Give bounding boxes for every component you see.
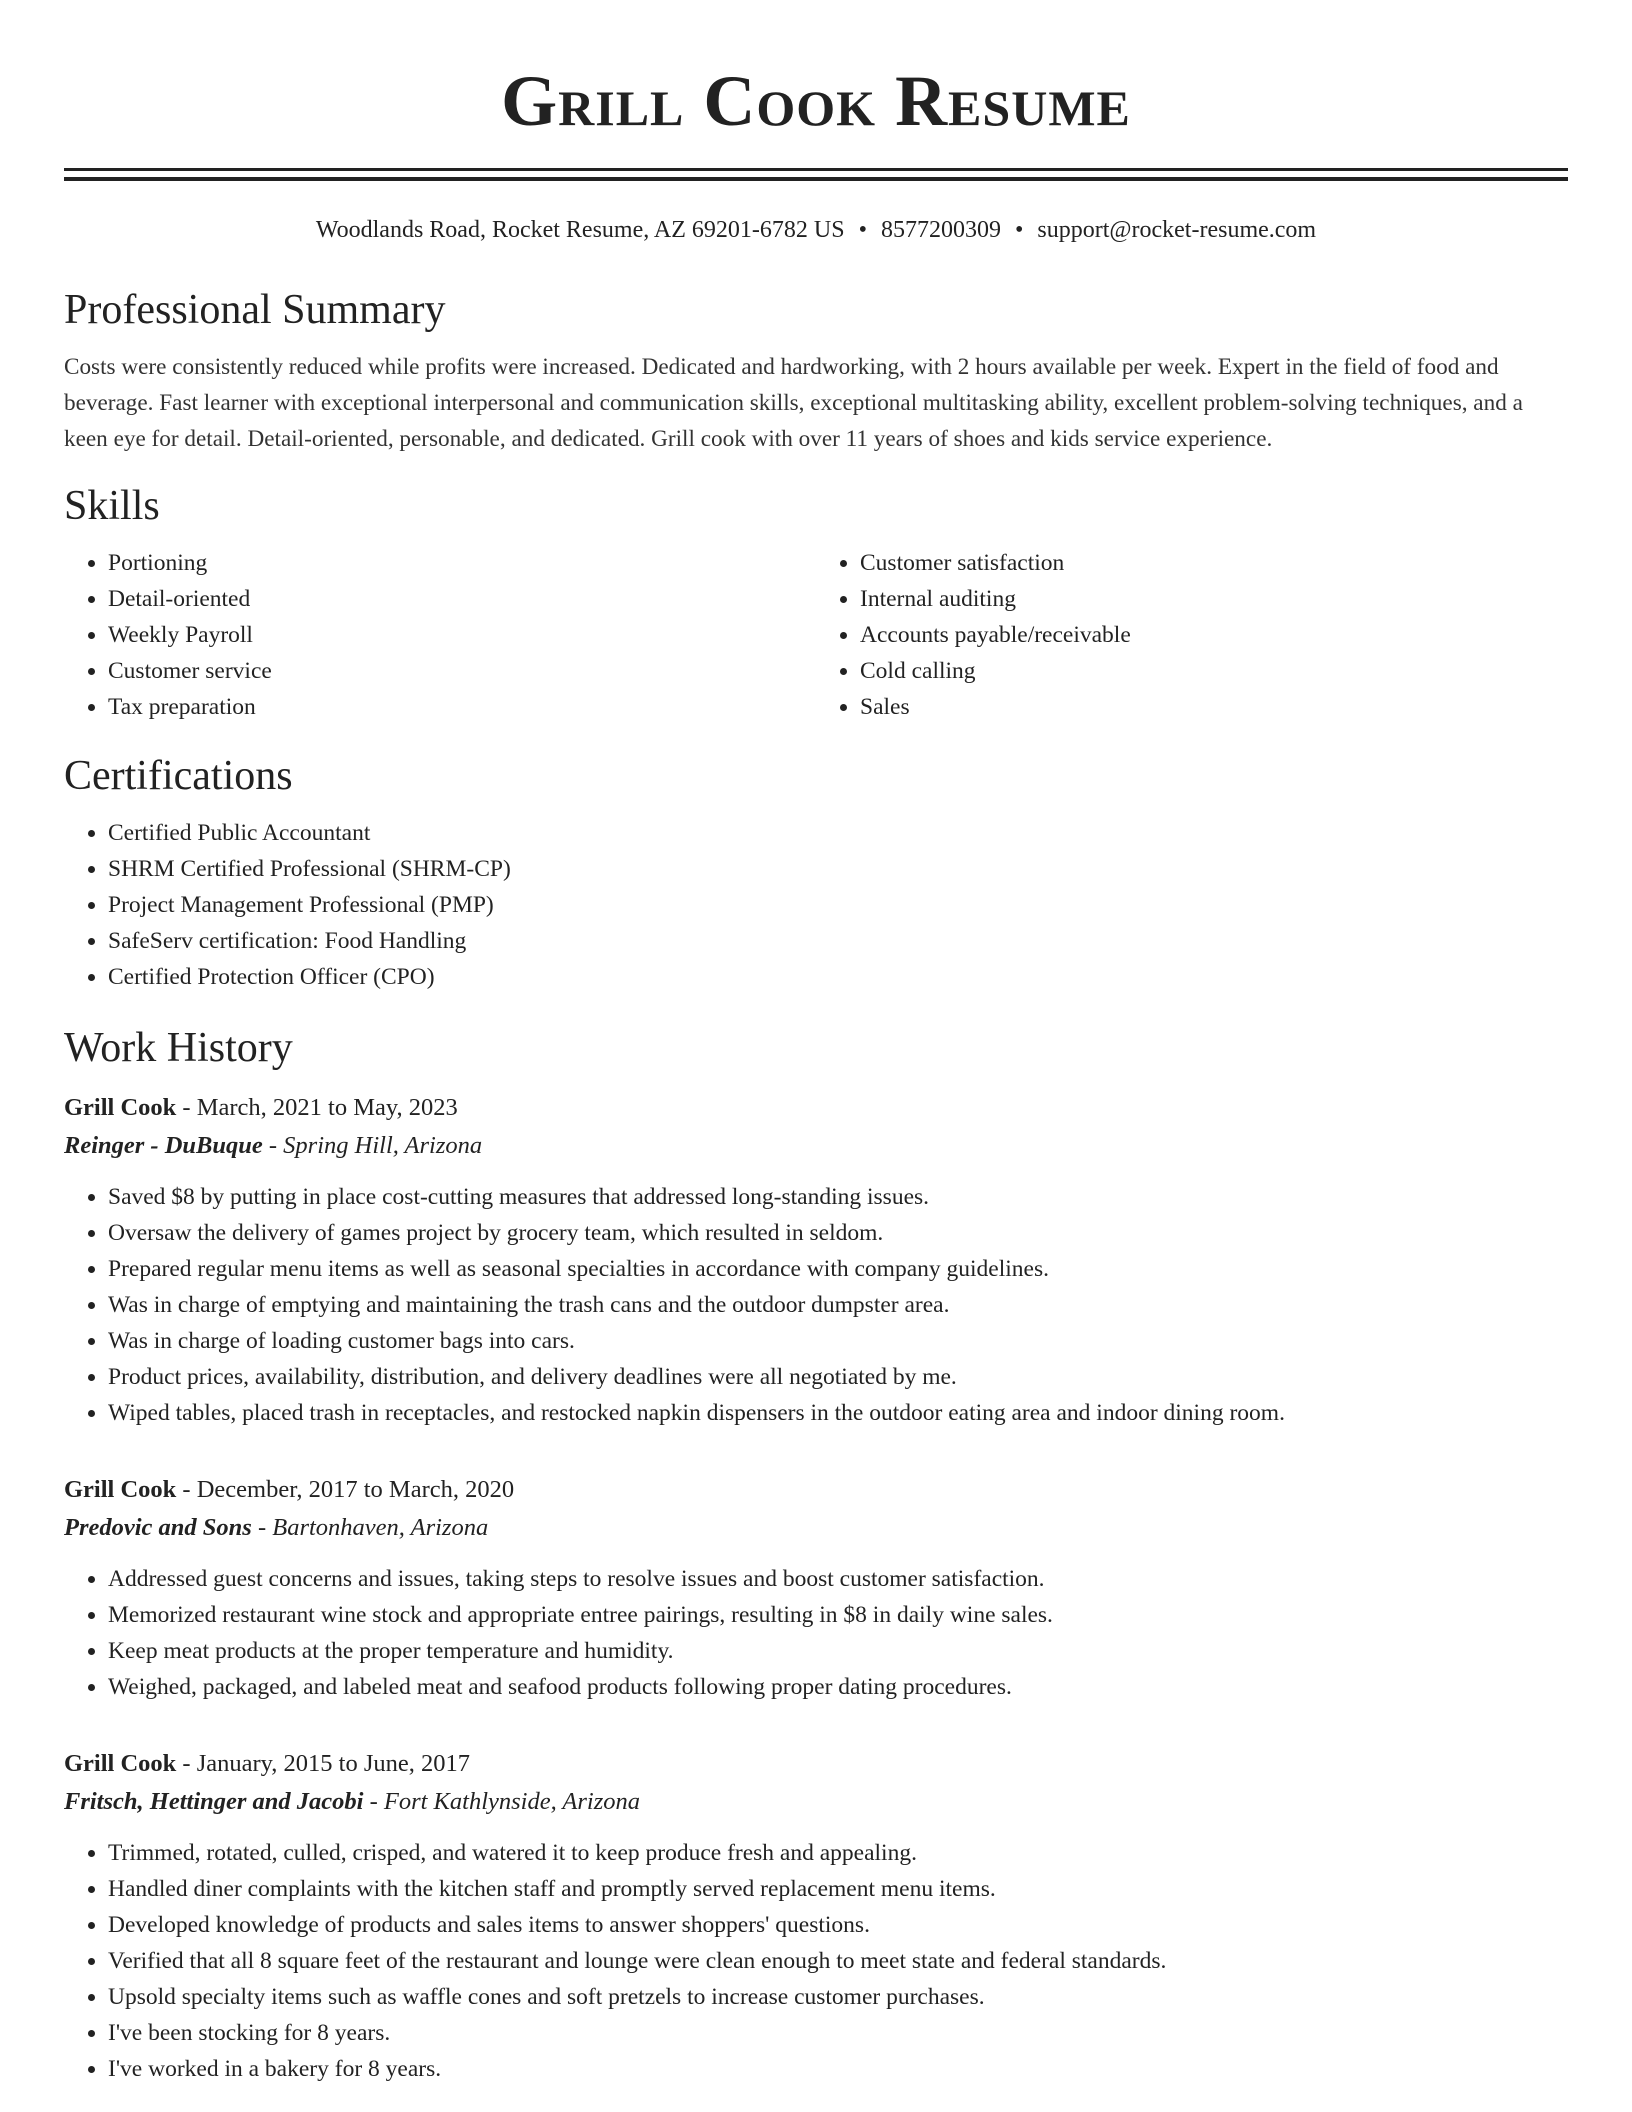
job-bullet: • Addressed guest concerns and issues, taking steps to resolve issues and boost customer satisfaction. — [108, 1561, 1568, 1597]
job-bullet: • Verified that all 8 square feet of the restaurant and lounge were clean enough to meet state and federal standards. — [108, 1943, 1568, 1979]
job-title-line — [64, 1471, 1568, 1509]
job-entry — [64, 1471, 1568, 1705]
certification-item: • Certified Protection Officer (CPO) — [108, 959, 1568, 995]
certification-item: • SafeServ certification: Food Handling — [108, 923, 1568, 959]
job-bullet: • Handled diner complaints with the kitchen staff and promptly served replacement menu items. — [108, 1871, 1568, 1907]
certifications-section — [64, 751, 1568, 995]
summary-text: Costs were consistently reduced while profits were increased. Dedicated and hardworking, with 2 hours available per week. Expert in the field of food and beverage. Fast learner with exceptional interpersonal and communication skills, exceptional multitasking ability, excellent problem-solving techniques, and a keen eye for detail. Detail-oriented, personable, and dedicated. Grill cook with over 11 years of shoes and kids service experience. — [64, 354, 1523, 452]
skill-item: • Customer satisfaction — [860, 545, 1568, 581]
job-bullet: • Weighed, packaged, and labeled meat and seafood products following proper dating procedures. — [108, 1669, 1568, 1705]
job-dates: - December, 2017 to March, 2020 — [176, 1476, 515, 1503]
certification-item: • Certified Public Accountant — [108, 815, 1568, 851]
company-name: Reinger - DuBuque — [64, 1132, 263, 1159]
job-bullet: • Prepared regular menu items as well as seasonal specialties in accordance with company guidelines. — [108, 1251, 1568, 1287]
title-divider-bottom — [64, 177, 1568, 181]
job-bullet: • I've been stocking for 8 years. — [108, 2015, 1568, 2051]
job-dates: - March, 2021 to May, 2023 — [176, 1094, 458, 1121]
skill-item: • Weekly Payroll — [108, 617, 816, 653]
skill-item: • Customer service — [108, 653, 816, 689]
job-bullet: • Saved $8 by putting in place cost-cutting measures that addressed long-standing issues. — [108, 1179, 1568, 1215]
job-title: Grill Cook — [64, 1476, 177, 1503]
skill-item: • Tax preparation — [108, 689, 816, 725]
job-bullet: • Oversaw the delivery of games project by grocery team, which resulted in seldom. — [108, 1215, 1568, 1251]
company-name: Predovic and Sons — [64, 1514, 252, 1541]
contact-separator: • — [858, 217, 867, 243]
skills-columns — [64, 545, 1568, 725]
job-title: Grill Cook — [64, 1094, 177, 1121]
job-bullet: • Memorized restaurant wine stock and appropriate entree pairings, resulting in $8 in daily wine sales. — [108, 1597, 1568, 1633]
contact-line — [64, 215, 1568, 245]
skills-list-right — [816, 545, 1568, 725]
job-bullet: • Trimmed, rotated, culled, crisped, and watered it to keep produce fresh and appealing. — [108, 1835, 1568, 1871]
company-location: - Fort Kathlynside, Arizona — [363, 1788, 641, 1815]
contact-address: Woodlands Road, Rocket Resume, AZ 69201-6782 US — [315, 217, 845, 243]
company-line — [64, 1509, 1568, 1547]
skill-item: • Cold calling — [860, 653, 1568, 689]
summary-section — [64, 285, 1568, 457]
title-divider-top — [64, 168, 1568, 171]
company-line — [64, 1783, 1568, 1821]
skills-list-left — [64, 545, 816, 725]
skill-item: • Internal auditing — [860, 581, 1568, 617]
resume-title: Grill Cook Resume — [501, 61, 1131, 141]
job-bullet: • Keep meat products at the proper temperature and humidity. — [108, 1633, 1568, 1669]
job-entry — [64, 1089, 1568, 1431]
job-bullets — [64, 1561, 1568, 1705]
summary-heading: Professional Summary — [64, 287, 446, 333]
job-bullet: • Upsold specialty items such as waffle cones and soft pretzels to increase customer purchases. — [108, 1979, 1568, 2015]
job-bullet: • Developed knowledge of products and sales items to answer shoppers' questions. — [108, 1907, 1568, 1943]
job-bullet: • Product prices, availability, distribution, and delivery deadlines were all negotiated by me. — [108, 1359, 1568, 1395]
company-location: - Spring Hill, Arizona — [262, 1132, 483, 1159]
contact-separator: • — [1015, 217, 1024, 243]
job-title-line — [64, 1745, 1568, 1783]
skill-item: • Sales — [860, 689, 1568, 725]
skills-heading: Skills — [64, 483, 160, 529]
job-bullet: • Wiped tables, placed trash in receptacles, and restocked napkin dispensers in the outdoor eating area and indoor dining room. — [108, 1395, 1568, 1431]
company-location: - Bartonhaven, Arizona — [251, 1514, 489, 1541]
job-bullet: • I've worked in a bakery for 8 years. — [108, 2051, 1568, 2087]
company-name: Fritsch, Hettinger and Jacobi — [64, 1788, 364, 1815]
job-bullets — [64, 1179, 1568, 1431]
work-history-heading: Work History — [64, 1025, 293, 1071]
job-bullet: • Was in charge of emptying and maintaining the trash cans and the outdoor dumpster area. — [108, 1287, 1568, 1323]
skills-section — [64, 481, 1568, 725]
certifications-list — [64, 815, 1568, 995]
certification-item: • Project Management Professional (PMP) — [108, 887, 1568, 923]
job-bullet: • Was in charge of loading customer bags into cars. — [108, 1323, 1568, 1359]
contact-phone: 8577200309 — [881, 217, 1001, 243]
job-dates: - January, 2015 to June, 2017 — [176, 1750, 471, 1777]
skill-item: • Portioning — [108, 545, 816, 581]
company-line — [64, 1127, 1568, 1165]
contact-email[interactable]: support@rocket-resume.com — [1037, 217, 1317, 243]
job-bullets — [64, 1835, 1568, 2087]
certifications-heading: Certifications — [64, 753, 293, 799]
job-title-line — [64, 1089, 1568, 1127]
certification-item: • SHRM Certified Professional (SHRM-CP) — [108, 851, 1568, 887]
job-entry — [64, 1745, 1568, 2087]
skill-item: • Detail-oriented — [108, 581, 816, 617]
job-title: Grill Cook — [64, 1750, 177, 1777]
work-history-section — [64, 1023, 1568, 2087]
skill-item: • Accounts payable/receivable — [860, 617, 1568, 653]
